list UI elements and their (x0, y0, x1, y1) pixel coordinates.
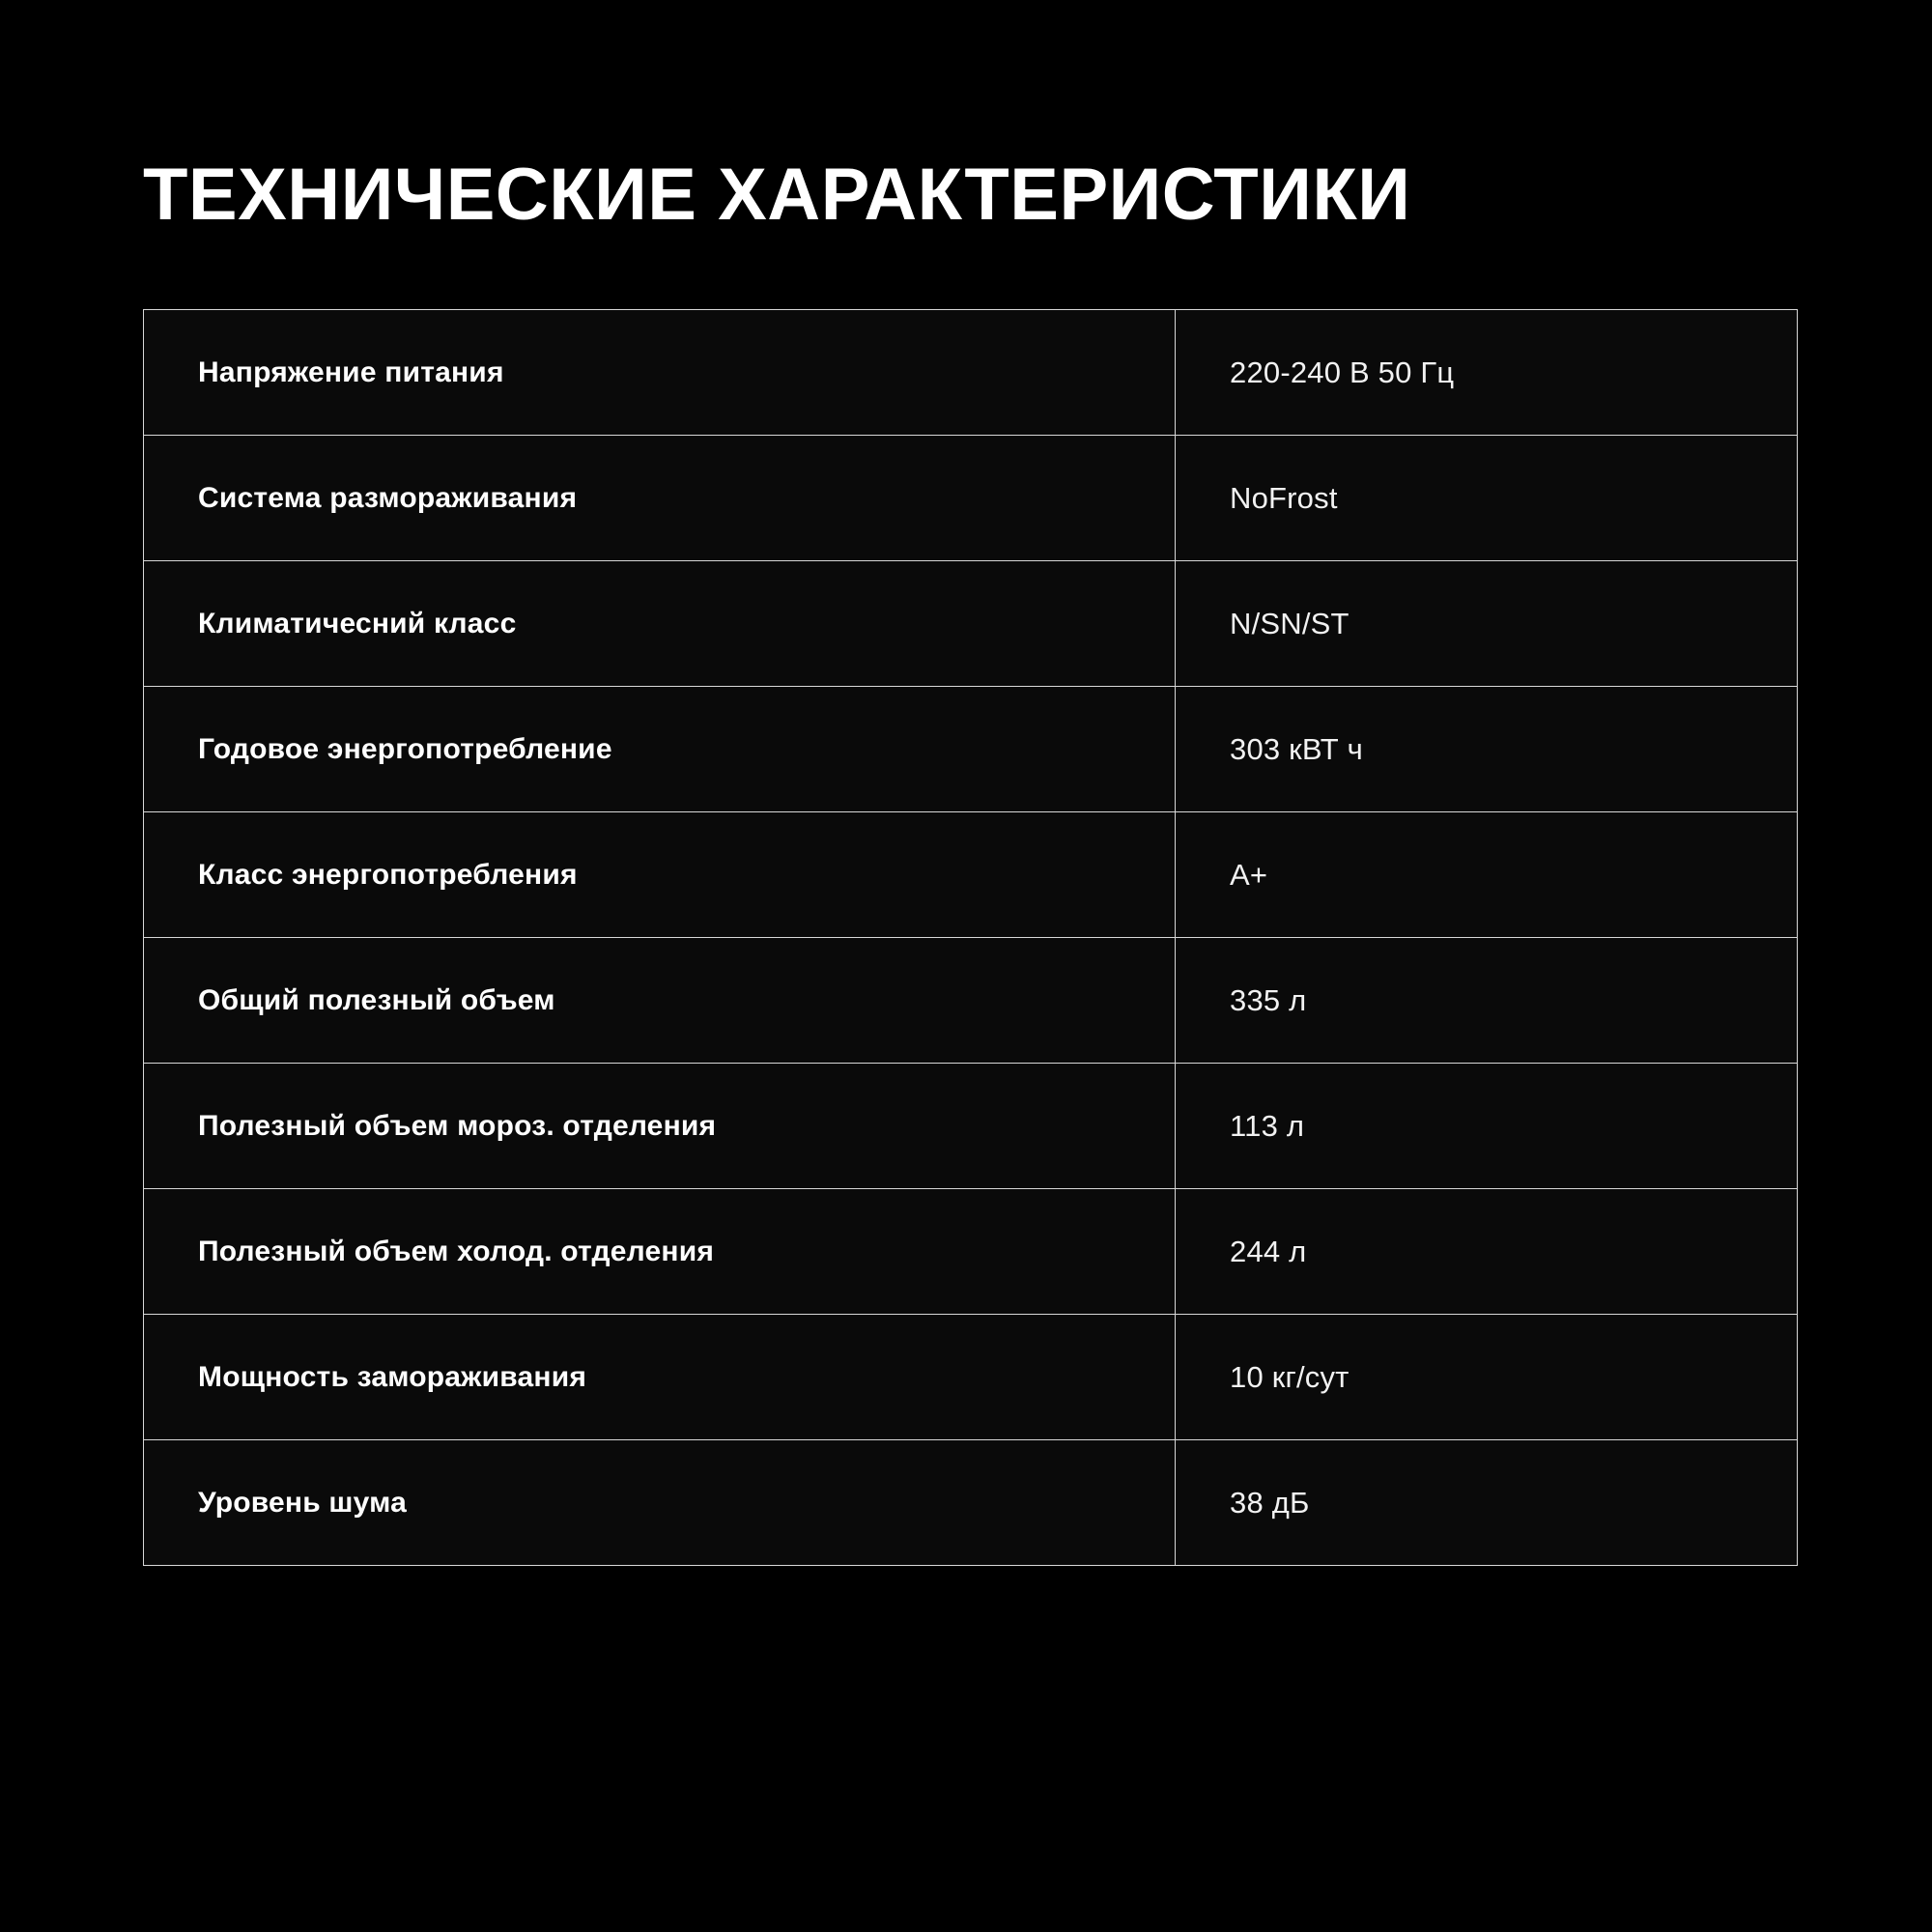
spec-parameter-label: Годовое энергопотребление (144, 687, 1176, 812)
table-row (144, 310, 1798, 436)
spec-parameter-value: 244 л (1176, 1189, 1798, 1315)
table-row (144, 436, 1798, 561)
table-row (144, 812, 1798, 938)
spec-parameter-value: 335 л (1176, 938, 1798, 1064)
spec-parameter-value: N/SN/ST (1176, 561, 1798, 687)
table-row (144, 938, 1798, 1064)
spec-parameter-label: Полезный объем холод. отделения (144, 1189, 1176, 1315)
spec-parameter-value: NoFrost (1176, 436, 1798, 561)
spec-parameter-value: 38 дБ (1176, 1440, 1798, 1566)
spec-parameter-label: Класс энергопотребления (144, 812, 1176, 938)
table-row (144, 687, 1798, 812)
page-title: ТЕХНИЧЕСКИЕ ХАРАКТЕРИСТИКИ (143, 153, 1411, 236)
spec-parameter-label: Уровень шума (144, 1440, 1176, 1566)
spec-parameter-value: 220-240 В 50 Гц (1176, 310, 1798, 436)
table-row (144, 1189, 1798, 1315)
spec-parameter-label: Напряжение питания (144, 310, 1176, 436)
spec-parameter-value: A+ (1176, 812, 1798, 938)
spec-parameter-value: 303 кВТ ч (1176, 687, 1798, 812)
spec-parameter-value: 10 кг/сут (1176, 1315, 1798, 1440)
table-row (144, 1064, 1798, 1189)
spec-parameter-label: Общий полезный объем (144, 938, 1176, 1064)
table-row (144, 561, 1798, 687)
spec-parameter-label: Мощность замораживания (144, 1315, 1176, 1440)
table-row (144, 1440, 1798, 1566)
spec-parameter-label: Полезный объем мороз. отделения (144, 1064, 1176, 1189)
specifications-table (143, 309, 1798, 1566)
spec-parameter-value: 113 л (1176, 1064, 1798, 1189)
specifications-table-body (144, 310, 1798, 1566)
spec-parameter-label: Система размораживания (144, 436, 1176, 561)
table-row (144, 1315, 1798, 1440)
spec-parameter-label: Климатичесний класс (144, 561, 1176, 687)
